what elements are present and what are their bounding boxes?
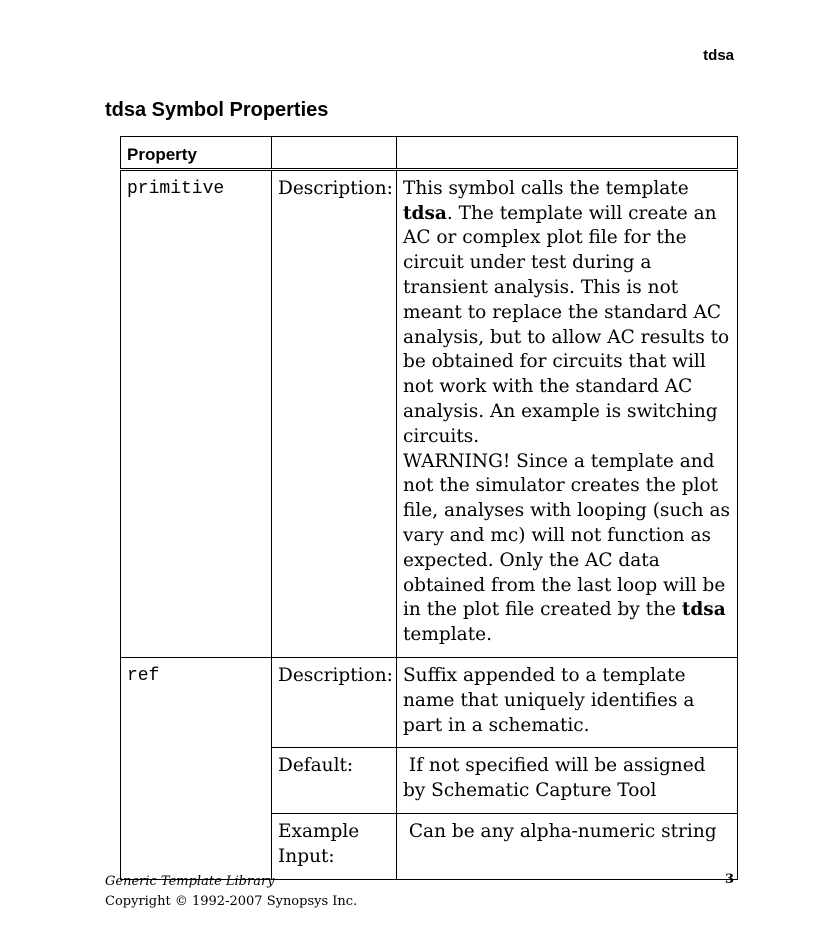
running-head: tdsa — [703, 47, 734, 64]
table-row-ref-description — [121, 657, 738, 747]
header-col2 — [272, 137, 397, 170]
header-property: Property — [121, 137, 272, 170]
ref-default-label: Default: — [272, 748, 397, 814]
footer — [105, 872, 357, 912]
template-name-bold: tdsa — [681, 599, 726, 621]
primitive-description-label: Description: — [272, 169, 397, 657]
table-row-primitive — [121, 169, 738, 657]
ref-example: Can be any alpha-numeric string — [397, 813, 738, 879]
ref-example-label: Example Input: — [272, 813, 397, 879]
primitive-description: This symbol calls the template tdsa. The template will create an AC or complex plot file for the circuit under test during a transient analysis. This is not meant to replace the standard AC analysis, but to allow AC results to be obtained for circuits that will not work with the standard AC analysis. An example is switching circuits. WARNING! Since a template and not the simulator creates the plot file, analyses with looping (such as vary and mc) will not function as expected. Only the AC data obtained from the last loop will be in the plot file created by the tdsa template. — [397, 169, 738, 657]
property-name-ref: ref — [121, 657, 272, 879]
footer-library-name: Generic Template Library — [105, 874, 275, 889]
template-name-bold: tdsa — [403, 202, 447, 224]
property-name-primitive: primitive — [121, 169, 272, 657]
page-number: 3 — [724, 872, 734, 887]
ref-default: If not specified will be assigned by Schematic Capture Tool — [397, 748, 738, 814]
ref-description: Suffix appended to a template name that uniquely identifies a part in a schematic. — [397, 657, 738, 747]
section-title: tdsa Symbol Properties — [105, 99, 329, 121]
footer-copyright: Copyright © 1992-2007 Synopsys Inc. — [105, 894, 358, 909]
table-header-row — [121, 137, 738, 170]
properties-table — [120, 136, 738, 880]
ref-description-label: Description: — [272, 657, 397, 747]
header-col3 — [397, 137, 738, 170]
